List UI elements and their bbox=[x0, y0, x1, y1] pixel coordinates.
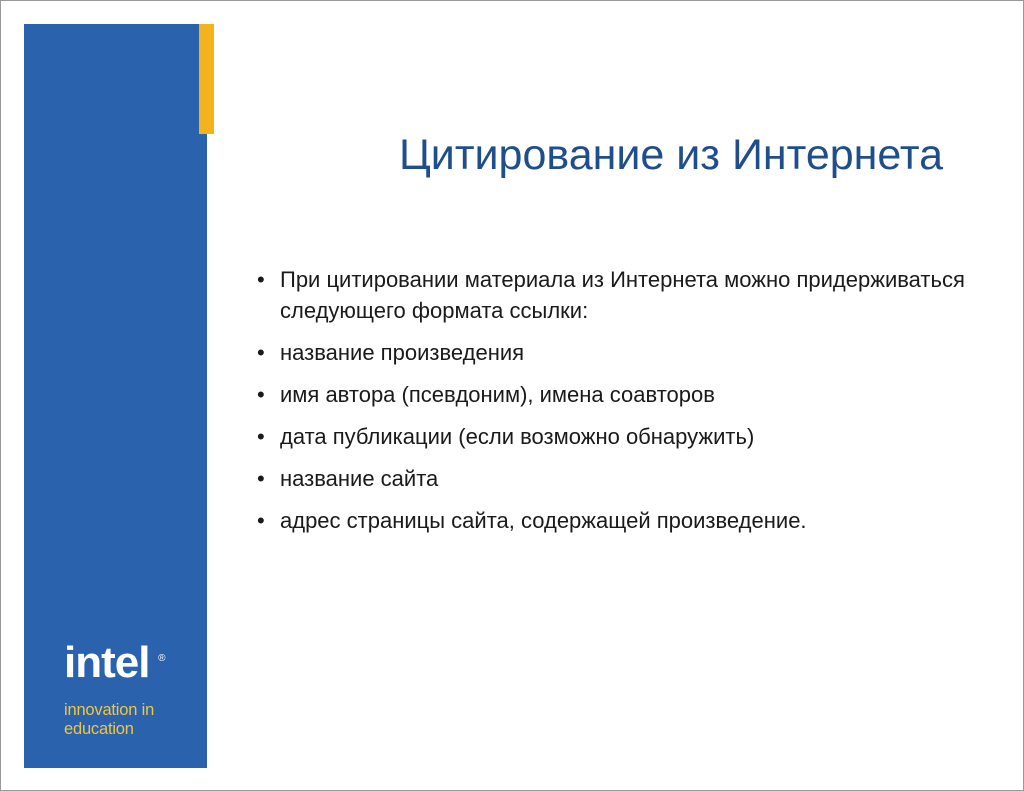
bullet-item bbox=[257, 505, 977, 536]
bullet-text: адрес страницы сайта, содержащей произведение. bbox=[280, 508, 807, 533]
bullet-text: имя автора (псевдоним), имена соавторов bbox=[280, 382, 715, 407]
bullet-dot: • bbox=[257, 267, 265, 292]
bullet-dot: • bbox=[257, 424, 265, 449]
bullet-dot: • bbox=[257, 340, 265, 365]
bullet-dot: • bbox=[257, 382, 265, 407]
bullet-dot: • bbox=[257, 466, 265, 491]
bullet-item bbox=[257, 379, 977, 410]
bullet-dot: • bbox=[257, 508, 265, 533]
bullet-text: При цитировании материала из Интернета можно придерживаться следующего формата ссылки: bbox=[280, 267, 965, 323]
intel-logo bbox=[64, 638, 194, 739]
bullet-item bbox=[257, 421, 977, 452]
tagline-line-2: education bbox=[64, 720, 134, 738]
bullet-text: название произведения bbox=[280, 340, 525, 365]
logo-tagline bbox=[64, 701, 194, 739]
slide-title: Цитирование из Интернета bbox=[399, 131, 944, 179]
bullet-item bbox=[257, 337, 977, 368]
bullet-text: дата публикации (если возможно обнаружить) bbox=[280, 424, 755, 449]
registered-mark: ® bbox=[158, 653, 166, 664]
accent-bar bbox=[199, 24, 214, 134]
bullet-text: название сайта bbox=[280, 466, 439, 491]
bullet-item bbox=[257, 264, 977, 326]
bullet-list bbox=[257, 264, 977, 547]
tagline-line-1: innovation in bbox=[64, 701, 155, 719]
bullet-item bbox=[257, 463, 977, 494]
intel-wordmark bbox=[64, 638, 166, 687]
intel-wordmark-text: intel bbox=[64, 638, 150, 687]
